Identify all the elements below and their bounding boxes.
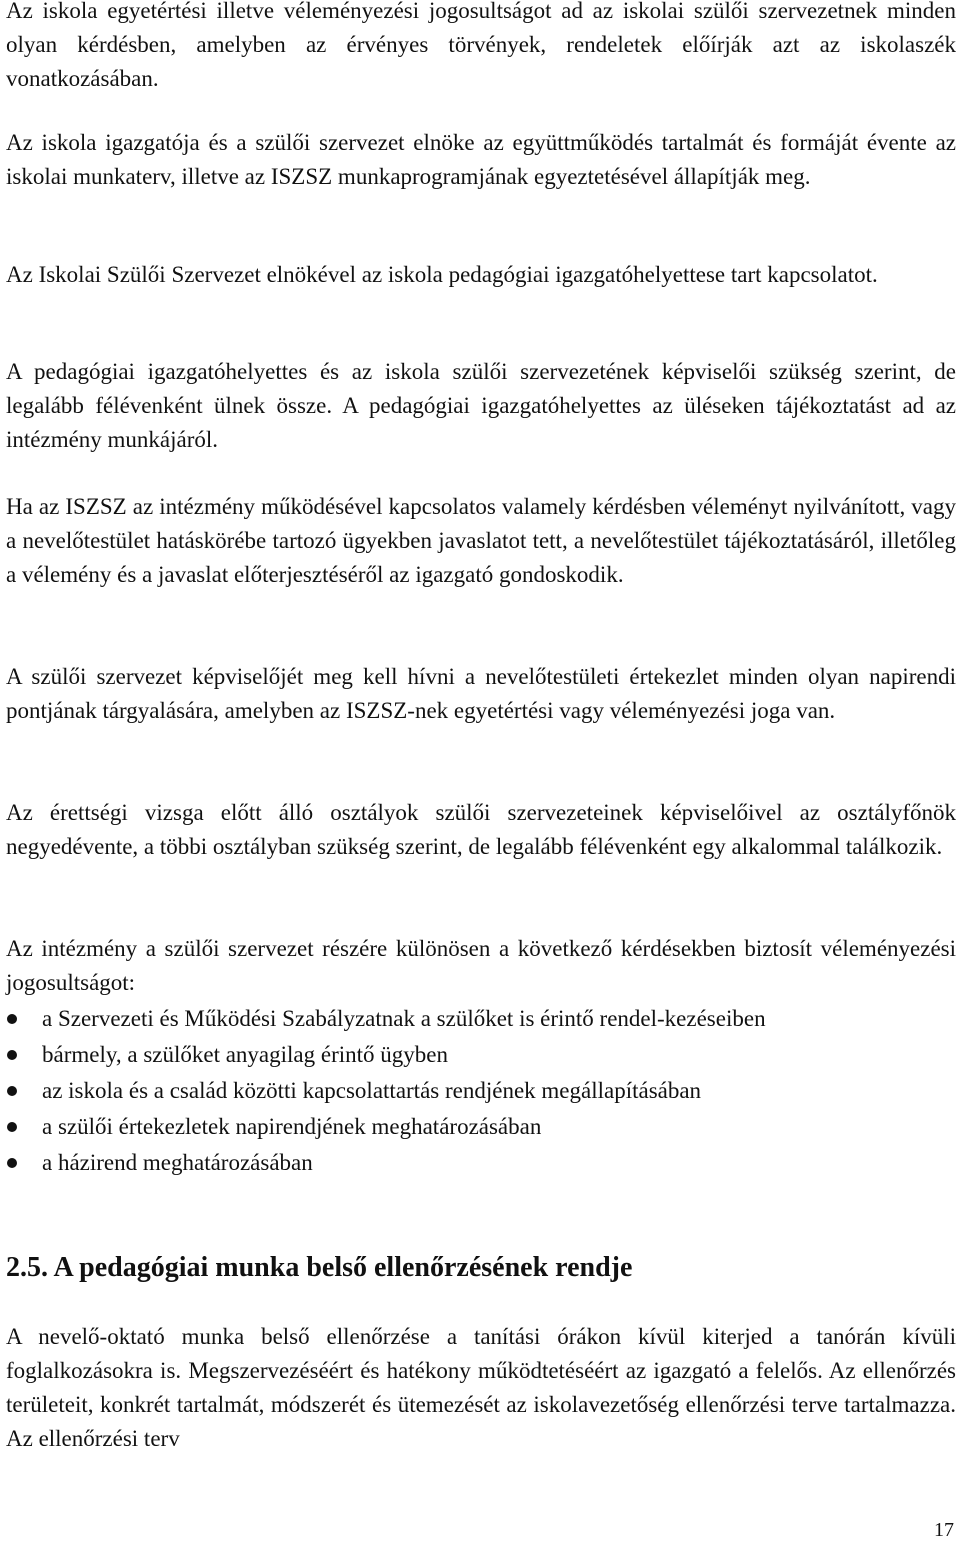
paragraph-graduating-classes: Az érettségi vizsga előtt álló osztályok szülői szervezeteinek képviselőivel az osztályfőnök negyedévente, a többi osztályban szükség szerint, de legalább félévenként egy alkalommal találkozik.	[6, 800, 956, 859]
list-item	[6, 1002, 956, 1036]
bullet-icon	[7, 1158, 17, 1168]
list-item-text: a házirend meghatározásában	[42, 1150, 313, 1175]
opinion-rights-list	[6, 1002, 956, 1180]
paragraph-internal-control: A nevelő-oktató munka belső ellenőrzése a tanítási órákon kívül kiterjed a tanórán kívüli foglalkozásokra is. Megszervezéséért és hatékony működtetéséért az igazgató a felelős. Az ellenőrzés területeit, konkrét tartalmát, módszerét és ütemezését az iskolavezetőség ellenőrzési terve tartalmazza. Az ellenőrzési terv	[6, 1324, 956, 1451]
paragraph-opinion-handling: Ha az ISZSZ az intézmény működésével kapcsolatos valamely kérdésben véleményt nyilvánított, vagy a nevelőtestület hatáskörébe tartozó ügyekben javaslatot tett, a nevelőtestület tájékoztatásáról, illetőleg a vélemény és a javaslat előterjesztéséről az igazgató gondoskodik.	[6, 494, 956, 587]
list-item	[6, 1074, 956, 1108]
bullet-icon	[7, 1086, 17, 1096]
paragraph-cooperation: Az iskola igazgatója és a szülői szervezet elnöke az együttműködés tartalmát és formáját évente az iskolai munkaterv, illetve az ISZSZ munkaprogramjának egyeztetésével állapítják meg.	[6, 130, 956, 189]
paragraph-opinion-rights-intro: Az intézmény a szülői szervezet részére különösen a következő kérdésekben biztosít véleményezési jogosultságot:	[6, 936, 956, 995]
list-item-text: a Szervezeti és Működési Szabályzatnak a szülőket is érintő rendel-kezéseiben	[42, 1006, 766, 1031]
list-item	[6, 1146, 956, 1180]
section-heading	[6, 1248, 632, 1288]
paragraph-contact: Az Iskolai Szülői Szervezet elnökével az iskola pedagógiai igazgatóhelyettese tart kapcsolatot.	[6, 262, 878, 287]
paragraph-staff-meeting-invite: A szülői szervezet képviselőjét meg kell hívni a nevelőtestületi értekezlet minden olyan napirendi pontjának tárgyalására, amelyben az ISZSZ-nek egyetértési vagy véleményezési joga van.	[6, 664, 956, 723]
section-number: 2.5.	[6, 1252, 48, 1283]
bullet-icon	[7, 1014, 17, 1024]
page-number: 17	[934, 1519, 954, 1541]
bullet-icon	[7, 1050, 17, 1060]
list-item-text: bármely, a szülőket anyagilag érintő ügyben	[42, 1042, 448, 1067]
list-item-text: a szülői értekezletek napirendjének meghatározásában	[42, 1114, 542, 1139]
section-title: A pedagógiai munka belső ellenőrzésének rendje	[53, 1252, 633, 1283]
list-item	[6, 1110, 956, 1144]
bullet-icon	[7, 1122, 17, 1132]
list-item	[6, 1038, 956, 1072]
paragraph-agreement-rights: Az iskola egyetértési illetve véleményezési jogosultságot ad az iskolai szülői szervezetnek minden olyan kérdésben, amelyben az érvényes törvények, rendeletek előírják azt az iskolaszék vonatkozásában.	[6, 0, 956, 91]
paragraph-meetings: A pedagógiai igazgatóhelyettes és az iskola szülői szervezetének képviselői szükség szerint, de legalább félévenként ülnek össze. A pedagógiai igazgatóhelyettes az üléseken tájékoztatást ad az intézmény munkájáról.	[6, 359, 956, 452]
list-item-text: az iskola és a család közötti kapcsolattartás rendjének megállapításában	[42, 1078, 702, 1103]
